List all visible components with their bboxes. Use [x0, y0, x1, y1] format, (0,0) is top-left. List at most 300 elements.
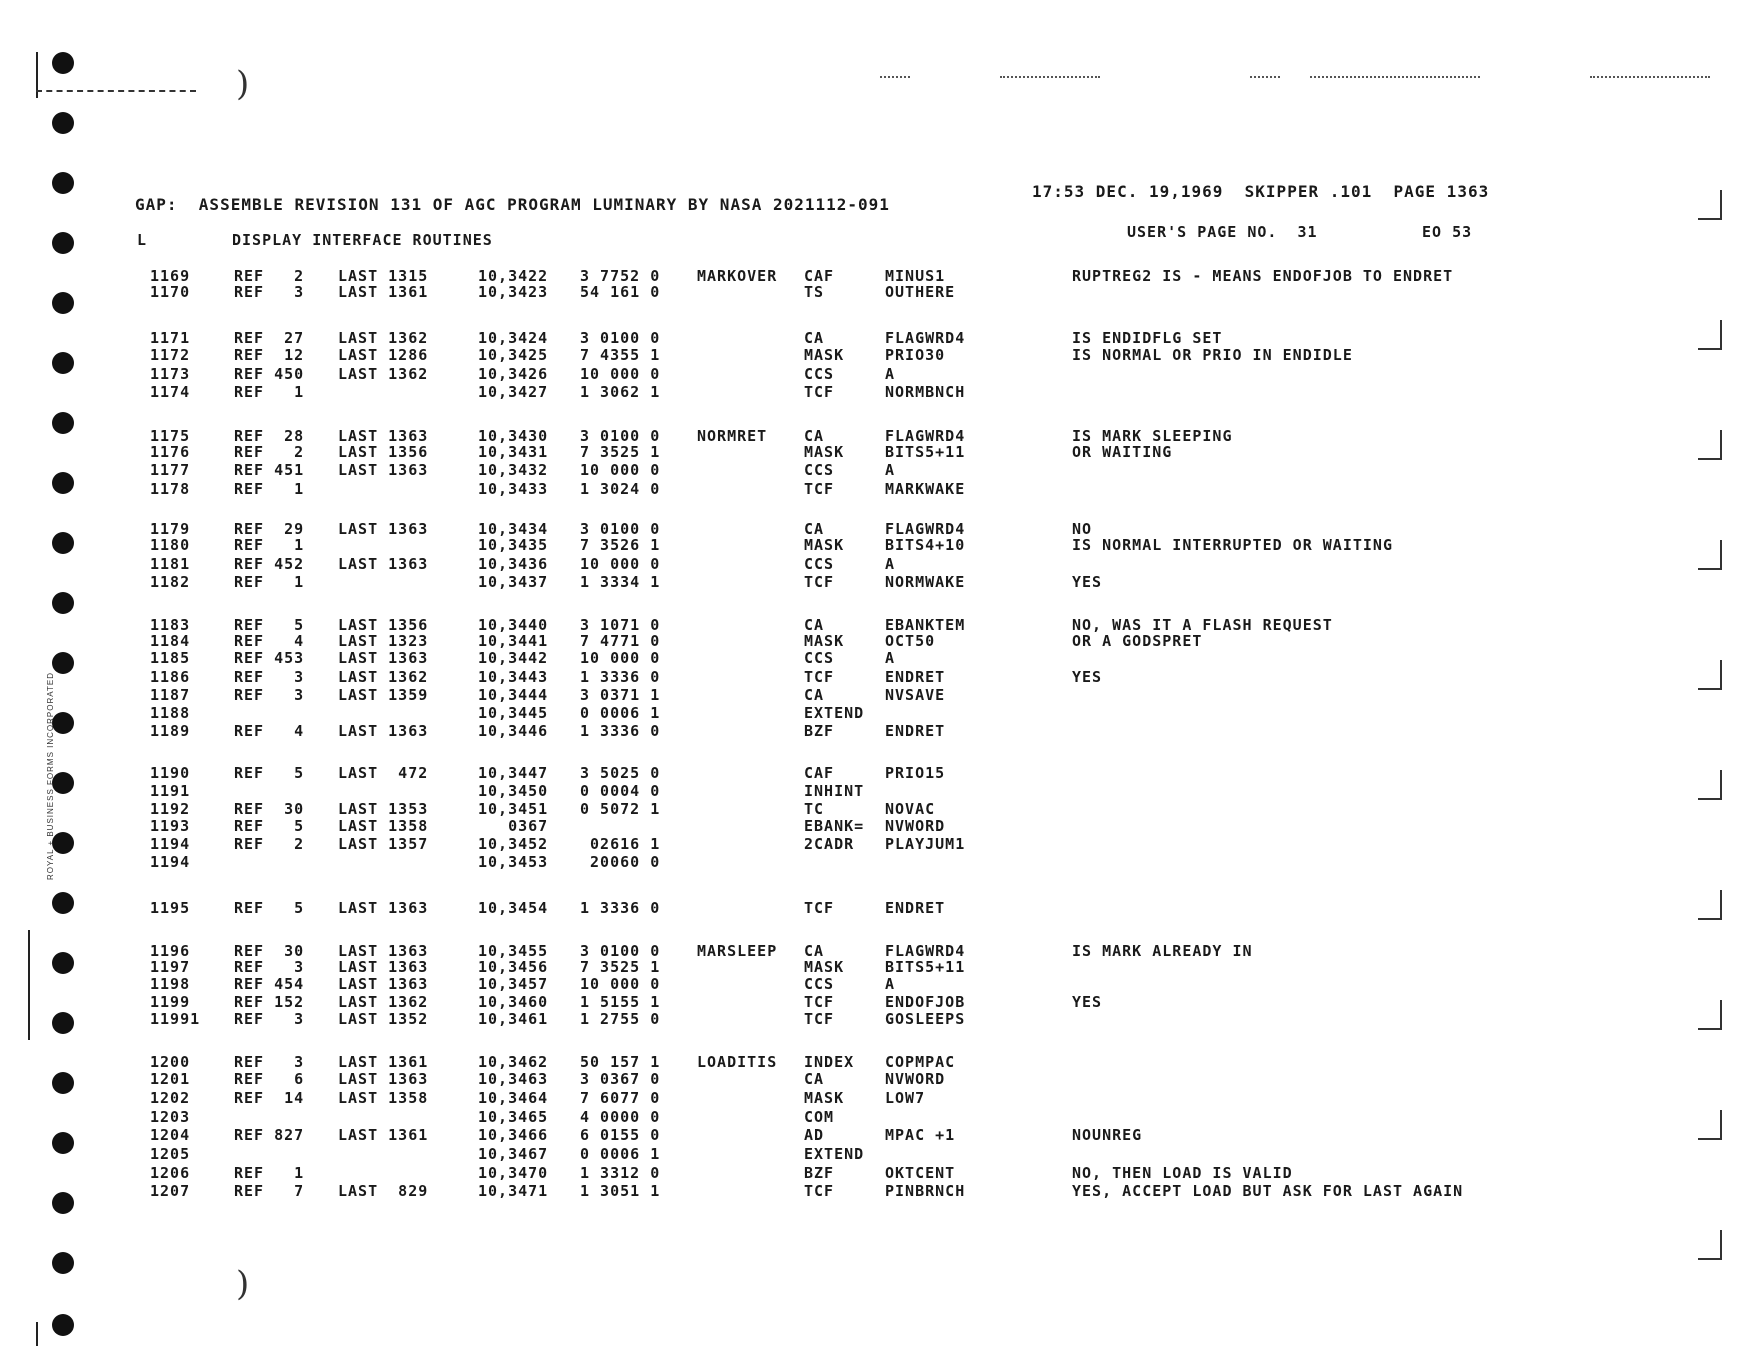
listing-comment: IS MARK SLEEPING — [1072, 427, 1233, 445]
listing-addr: 10,3432 — [478, 461, 549, 479]
listing-code: 3 0100 0 — [580, 520, 661, 538]
scan-mark — [1698, 770, 1722, 800]
listing-label: LOADITIS — [697, 1053, 778, 1071]
listing-op: INHINT — [804, 782, 865, 800]
listing-addr: 10,3425 — [478, 346, 549, 364]
listing-op: TCF — [804, 573, 835, 591]
listing-operand: A — [885, 649, 896, 667]
listing-code: 0 0006 1 — [580, 1145, 661, 1163]
listing-comment: RUPTREG2 IS - MEANS ENDOFJOB TO ENDRET — [1072, 267, 1454, 285]
listing-op: MASK — [804, 536, 845, 554]
listing-code: 10 000 0 — [580, 365, 661, 383]
listing-op: CA — [804, 616, 825, 634]
listing-addr: 10,3464 — [478, 1089, 549, 1107]
listing-last: LAST 1357 — [338, 835, 429, 853]
listing-operand: PLAYJUM1 — [885, 835, 966, 853]
feed-hole — [52, 232, 74, 254]
listing-ref: REF 452 — [234, 555, 305, 573]
listing-code: 0 0006 1 — [580, 704, 661, 722]
listing-last: LAST 1363 — [338, 427, 429, 445]
listing-last: LAST 1363 — [338, 555, 429, 573]
listing-comment: IS NORMAL OR PRIO IN ENDIDLE — [1072, 346, 1353, 364]
listing-line: 1192 — [150, 800, 191, 818]
listing-addr: 10,3426 — [478, 365, 549, 383]
listing-ref: REF 3 — [234, 668, 305, 686]
listing-code: 4 0000 0 — [580, 1108, 661, 1126]
listing-operand: A — [885, 461, 896, 479]
listing-ref: REF 1 — [234, 573, 305, 591]
listing-addr: 10,3437 — [478, 573, 549, 591]
scan-mark — [1698, 1230, 1722, 1260]
listing-ref: REF 3 — [234, 283, 305, 301]
listing-last: LAST 1363 — [338, 1070, 429, 1088]
listing-line: 1189 — [150, 722, 191, 740]
listing-code: 10 000 0 — [580, 461, 661, 479]
listing-code: 7 3525 1 — [580, 958, 661, 976]
listing-ref: REF 450 — [234, 365, 305, 383]
listing-comment: IS ENDIDFLG SET — [1072, 329, 1223, 347]
listing-operand: ENDRET — [885, 899, 946, 917]
listing-last: LAST 1358 — [338, 817, 429, 835]
listing-last: LAST 1363 — [338, 975, 429, 993]
listing-ref: REF 4 — [234, 722, 305, 740]
listing-last: LAST 1363 — [338, 958, 429, 976]
feed-hole — [52, 592, 74, 614]
scan-artifact — [1250, 76, 1280, 78]
listing-comment: NO — [1072, 520, 1093, 538]
listing-line: 1184 — [150, 632, 191, 650]
feed-hole — [52, 1192, 74, 1214]
listing-line: 1175 — [150, 427, 191, 445]
listing-code: 3 1071 0 — [580, 616, 661, 634]
listing-op: CA — [804, 1070, 825, 1088]
listing-line: 1202 — [150, 1089, 191, 1107]
listing-op: CA — [804, 686, 825, 704]
listing-line: 1172 — [150, 346, 191, 364]
listing-code: 3 0367 0 — [580, 1070, 661, 1088]
feed-hole — [52, 532, 74, 554]
listing-ref: REF 453 — [234, 649, 305, 667]
feed-hole — [52, 772, 74, 794]
listing-addr: 10,3465 — [478, 1108, 549, 1126]
listing-code: 7 3526 1 — [580, 536, 661, 554]
listing-ref: REF 5 — [234, 899, 305, 917]
listing-line: 1177 — [150, 461, 191, 479]
listing-ref: REF 1 — [234, 383, 305, 401]
listing-addr: 10,3443 — [478, 668, 549, 686]
listing-addr: 10,3436 — [478, 555, 549, 573]
listing-addr: 10,3445 — [478, 704, 549, 722]
listing-comment: IS NORMAL INTERRUPTED OR WAITING — [1072, 536, 1393, 554]
listing-operand: BITS4+10 — [885, 536, 966, 554]
listing-op: MASK — [804, 1089, 845, 1107]
listing-op: TC — [804, 800, 825, 818]
listing-code: 3 7752 0 — [580, 267, 661, 285]
listing-addr: 10,3434 — [478, 520, 549, 538]
listing-last: LAST 1352 — [338, 1010, 429, 1028]
listing-line: 1179 — [150, 520, 191, 538]
listing-op: MASK — [804, 346, 845, 364]
listing-code: 3 0100 0 — [580, 329, 661, 347]
page-edge-line — [28, 930, 30, 1040]
listing-operand: COPMPAC — [885, 1053, 956, 1071]
section-title: DISPLAY INTERFACE ROUTINES — [232, 231, 493, 249]
listing-code: 54 161 0 — [580, 283, 661, 301]
listing-addr: 10,3455 — [478, 942, 549, 960]
listing-line: 1197 — [150, 958, 191, 976]
listing-operand: NORMBNCH — [885, 383, 966, 401]
listing-operand: ENDOFJOB — [885, 993, 966, 1011]
listing-comment: YES, ACCEPT LOAD BUT ASK FOR LAST AGAIN — [1072, 1182, 1464, 1200]
listing-operand: A — [885, 555, 896, 573]
listing-operand: OCT50 — [885, 632, 936, 650]
listing-ref: REF 7 — [234, 1182, 305, 1200]
listing-code: 1 3336 0 — [580, 668, 661, 686]
listing-last: LAST 1361 — [338, 283, 429, 301]
listing-ref: REF 5 — [234, 817, 305, 835]
listing-operand: MARKWAKE — [885, 480, 966, 498]
listing-last: LAST 1358 — [338, 1089, 429, 1107]
listing-operand: NORMWAKE — [885, 573, 966, 591]
listing-comment: NO, THEN LOAD IS VALID — [1072, 1164, 1293, 1182]
listing-last: LAST 1356 — [338, 443, 429, 461]
scan-mark — [1698, 660, 1722, 690]
listing-op: TCF — [804, 1182, 835, 1200]
listing-addr: 10,3466 — [478, 1126, 549, 1144]
listing-code: 3 5025 0 — [580, 764, 661, 782]
feed-hole — [52, 1314, 74, 1336]
listing-operand: LOW7 — [885, 1089, 926, 1107]
listing-ref: REF 14 — [234, 1089, 305, 1107]
listing-last: LAST 1323 — [338, 632, 429, 650]
listing-addr: 10,3427 — [478, 383, 549, 401]
listing-addr: 10,3462 — [478, 1053, 549, 1071]
form-vendor-text: ROYAL + BUSINESS FORMS INCORPORATED — [46, 672, 55, 880]
page-edge-line — [36, 1322, 38, 1346]
listing-label: NORMRET — [697, 427, 768, 445]
listing-last: LAST 1315 — [338, 267, 429, 285]
bracket-mark: ) — [236, 64, 250, 104]
feed-hole — [52, 52, 74, 74]
listing-last: LAST 1363 — [338, 649, 429, 667]
listing-ref: REF 3 — [234, 686, 305, 704]
listing-ref: REF 3 — [234, 1053, 305, 1071]
listing-operand: NVSAVE — [885, 686, 946, 704]
listing-comment: OR WAITING — [1072, 443, 1173, 461]
listing-operand: ENDRET — [885, 668, 946, 686]
listing-code: 1 3024 0 — [580, 480, 661, 498]
listing-line: 1203 — [150, 1108, 191, 1126]
feed-hole — [52, 952, 74, 974]
listing-code: 10 000 0 — [580, 555, 661, 573]
listing-line: 1194 — [150, 853, 191, 871]
listing-last: LAST 1363 — [338, 722, 429, 740]
listing-code: 6 0155 0 — [580, 1126, 661, 1144]
listing-last: LAST 1362 — [338, 329, 429, 347]
listing-addr: 10,3446 — [478, 722, 549, 740]
scan-artifact — [1310, 76, 1480, 78]
listing-operand: ENDRET — [885, 722, 946, 740]
listing-line: 1171 — [150, 329, 191, 347]
feed-hole — [52, 112, 74, 134]
listing-ref: REF 827 — [234, 1126, 305, 1144]
listing-addr: 10,3456 — [478, 958, 549, 976]
listing-last: LAST 1356 — [338, 616, 429, 634]
print-timestamp: 17:53 DEC. 19,1969 SKIPPER .101 PAGE 1363 — [1032, 182, 1490, 201]
listing-line: 1186 — [150, 668, 191, 686]
listing-line: 1198 — [150, 975, 191, 993]
section-letter: L — [137, 231, 148, 249]
listing-addr: 10,3435 — [478, 536, 549, 554]
listing-ref: REF 12 — [234, 346, 305, 364]
listing-ref: REF 6 — [234, 1070, 305, 1088]
listing-ref: REF 4 — [234, 632, 305, 650]
listing-line: 11991 — [150, 1010, 201, 1028]
listing-addr: 10,3454 — [478, 899, 549, 917]
listing-op: CCS — [804, 365, 835, 383]
listing-addr: 10,3470 — [478, 1164, 549, 1182]
listing-last: LAST 1361 — [338, 1126, 429, 1144]
listing-line: 1182 — [150, 573, 191, 591]
listing-last: LAST 472 — [338, 764, 429, 782]
listing-op: CAF — [804, 764, 835, 782]
listing-line: 1200 — [150, 1053, 191, 1071]
listing-operand: A — [885, 975, 896, 993]
feed-hole — [52, 412, 74, 434]
feed-hole — [52, 832, 74, 854]
listing-operand: EBANKTEM — [885, 616, 966, 634]
listing-line: 1204 — [150, 1126, 191, 1144]
listing-addr: 10,3457 — [478, 975, 549, 993]
listing-addr: 10,3440 — [478, 616, 549, 634]
listing-last: LAST 1363 — [338, 899, 429, 917]
listing-ref: REF 2 — [234, 267, 305, 285]
scan-mark — [1698, 1000, 1722, 1030]
listing-ref: REF 5 — [234, 764, 305, 782]
listing-op: EBANK= — [804, 817, 865, 835]
listing-line: 1193 — [150, 817, 191, 835]
listing-label: MARSLEEP — [697, 942, 778, 960]
listing-addr: 10,3450 — [478, 782, 549, 800]
tractor-feed-holes — [52, 52, 80, 1352]
listing-ref: REF 30 — [234, 942, 305, 960]
listing-code: 50 157 1 — [580, 1053, 661, 1071]
listing-line: 1205 — [150, 1145, 191, 1163]
listing-line: 1176 — [150, 443, 191, 461]
listing-addr: 10,3430 — [478, 427, 549, 445]
listing-op: TCF — [804, 383, 835, 401]
listing-op: CA — [804, 942, 825, 960]
listing-last: LAST 1361 — [338, 1053, 429, 1071]
listing-op: TCF — [804, 480, 835, 498]
listing-code: 20060 0 — [580, 853, 661, 871]
listing-code: 3 0371 1 — [580, 686, 661, 704]
listing-operand: BITS5+11 — [885, 443, 966, 461]
scan-artifact — [1590, 76, 1710, 78]
listing-op: CCS — [804, 649, 835, 667]
feed-hole — [52, 712, 74, 734]
listing-ref: REF 2 — [234, 443, 305, 461]
scan-mark — [1698, 430, 1722, 460]
listing-code: 0 0004 0 — [580, 782, 661, 800]
scan-mark — [1698, 540, 1722, 570]
listing-code: 1 3312 0 — [580, 1164, 661, 1182]
listing-line: 1199 — [150, 993, 191, 1011]
listing-code: 10 000 0 — [580, 649, 661, 667]
listing-ref: REF 28 — [234, 427, 305, 445]
listing-ref: REF 1 — [234, 480, 305, 498]
feed-hole — [52, 1252, 74, 1274]
listing-code: 7 4771 0 — [580, 632, 661, 650]
listing-line: 1170 — [150, 283, 191, 301]
listing-op: TCF — [804, 668, 835, 686]
feed-hole — [52, 172, 74, 194]
listing-operand: OKTCENT — [885, 1164, 956, 1182]
listing-operand: OUTHERE — [885, 283, 956, 301]
listing-addr: 10,3451 — [478, 800, 549, 818]
listing-code: 7 6077 0 — [580, 1089, 661, 1107]
listing-ref: REF 451 — [234, 461, 305, 479]
right-edge-marks — [1672, 190, 1722, 1320]
bracket-mark: ) — [236, 1264, 250, 1304]
listing-line: 1194 — [150, 835, 191, 853]
listing-code: 7 3525 1 — [580, 443, 661, 461]
listing-operand: FLAGWRD4 — [885, 520, 966, 538]
listing-addr: 10,3422 — [478, 267, 549, 285]
listing-code: 1 3336 0 — [580, 722, 661, 740]
listing-line: 1181 — [150, 555, 191, 573]
listing-last: LAST 1362 — [338, 365, 429, 383]
listing-code: 7 4355 1 — [580, 346, 661, 364]
listing-code: 02616 1 — [580, 835, 661, 853]
feed-hole — [52, 1012, 74, 1034]
listing-op: TCF — [804, 993, 835, 1011]
listing-line: 1178 — [150, 480, 191, 498]
listing-ref: REF 3 — [234, 958, 305, 976]
listing-line: 1195 — [150, 899, 191, 917]
listing-op: CA — [804, 520, 825, 538]
feed-hole — [52, 892, 74, 914]
listing-op: 2CADR — [804, 835, 855, 853]
listing-operand: BITS5+11 — [885, 958, 966, 976]
listing-code: 1 3062 1 — [580, 383, 661, 401]
listing-addr: 10,3461 — [478, 1010, 549, 1028]
listing-last: LAST 1353 — [338, 800, 429, 818]
scan-artifact — [880, 76, 910, 78]
listing-op: BZF — [804, 722, 835, 740]
listing-code: 0 5072 1 — [580, 800, 661, 818]
listing-line: 1201 — [150, 1070, 191, 1088]
listing-last: LAST 1362 — [338, 668, 429, 686]
listing-comment: YES — [1072, 993, 1103, 1011]
listing-op: COM — [804, 1108, 835, 1126]
listing-ref: REF 3 — [234, 1010, 305, 1028]
listing-line: 1190 — [150, 764, 191, 782]
listing-operand: FLAGWRD4 — [885, 942, 966, 960]
listing-comment: OR A GODSPRET — [1072, 632, 1203, 650]
listing-addr: 10,3460 — [478, 993, 549, 1011]
listing-code: 3 0100 0 — [580, 942, 661, 960]
listing-op: CCS — [804, 555, 835, 573]
listing-line: 1183 — [150, 616, 191, 634]
listing-op: CAF — [804, 267, 835, 285]
listing-ref: REF 27 — [234, 329, 305, 347]
listing-code: 1 3051 1 — [580, 1182, 661, 1200]
listing-op: EXTEND — [804, 1145, 865, 1163]
scan-artifact — [1000, 76, 1100, 78]
listing-op: TCF — [804, 899, 835, 917]
listing-last: LAST 829 — [338, 1182, 429, 1200]
listing-last: LAST 1362 — [338, 993, 429, 1011]
listing-operand: NVWORD — [885, 1070, 946, 1088]
listing-operand: A — [885, 365, 896, 383]
listing-addr: 10,3431 — [478, 443, 549, 461]
listing-addr: 10,3423 — [478, 283, 549, 301]
listing-title: GAP: ASSEMBLE REVISION 131 OF AGC PROGRAM LUMINARY BY NASA 2021112-091 — [135, 195, 890, 214]
feed-hole — [52, 1072, 74, 1094]
listing-line: 1206 — [150, 1164, 191, 1182]
listing-line: 1173 — [150, 365, 191, 383]
feed-hole — [52, 652, 74, 674]
listing-line: 1174 — [150, 383, 191, 401]
listing-ref: REF 1 — [234, 536, 305, 554]
listing-last: LAST 1363 — [338, 461, 429, 479]
listing-operand: PRIO15 — [885, 764, 946, 782]
eo-label: EO 53 — [1422, 223, 1473, 241]
perforation-line — [36, 90, 196, 92]
listing-addr: 10,3441 — [478, 632, 549, 650]
listing-op: MASK — [804, 443, 845, 461]
listing-op: EXTEND — [804, 704, 865, 722]
listing-line: 1188 — [150, 704, 191, 722]
feed-hole — [52, 472, 74, 494]
listing-code: 1 5155 1 — [580, 993, 661, 1011]
listing-last: LAST 1363 — [338, 942, 429, 960]
listing-op: CA — [804, 427, 825, 445]
listing-comment: YES — [1072, 573, 1103, 591]
listing-ref: REF 2 — [234, 835, 305, 853]
listing-ref: REF 29 — [234, 520, 305, 538]
listing-line: 1185 — [150, 649, 191, 667]
listing-code: 10 000 0 — [580, 975, 661, 993]
listing-op: MASK — [804, 958, 845, 976]
listing-addr: 10,3424 — [478, 329, 549, 347]
listing-op: AD — [804, 1126, 825, 1144]
listing-line: 1191 — [150, 782, 191, 800]
listing-op: TCF — [804, 1010, 835, 1028]
listing-line: 1180 — [150, 536, 191, 554]
listing-last: LAST 1359 — [338, 686, 429, 704]
listing-addr: 10,3447 — [478, 764, 549, 782]
user-page-number: USER'S PAGE NO. 31 — [1127, 223, 1318, 241]
listing-operand: MPAC +1 — [885, 1126, 956, 1144]
listing-addr: 10,3467 — [478, 1145, 549, 1163]
listing-last: LAST 1286 — [338, 346, 429, 364]
listing-addr: 10,3444 — [478, 686, 549, 704]
listing-op: TS — [804, 283, 825, 301]
listing-op: CCS — [804, 461, 835, 479]
feed-hole — [52, 1132, 74, 1154]
listing-operand: GOSLEEPS — [885, 1010, 966, 1028]
listing-op: BZF — [804, 1164, 835, 1182]
listing-comment: YES — [1072, 668, 1103, 686]
listing-code: 3 0100 0 — [580, 427, 661, 445]
listing-op: CCS — [804, 975, 835, 993]
listing-operand: FLAGWRD4 — [885, 427, 966, 445]
listing-comment: NOUNREG — [1072, 1126, 1143, 1144]
listing-last: LAST 1363 — [338, 520, 429, 538]
listing-addr: 10,3463 — [478, 1070, 549, 1088]
